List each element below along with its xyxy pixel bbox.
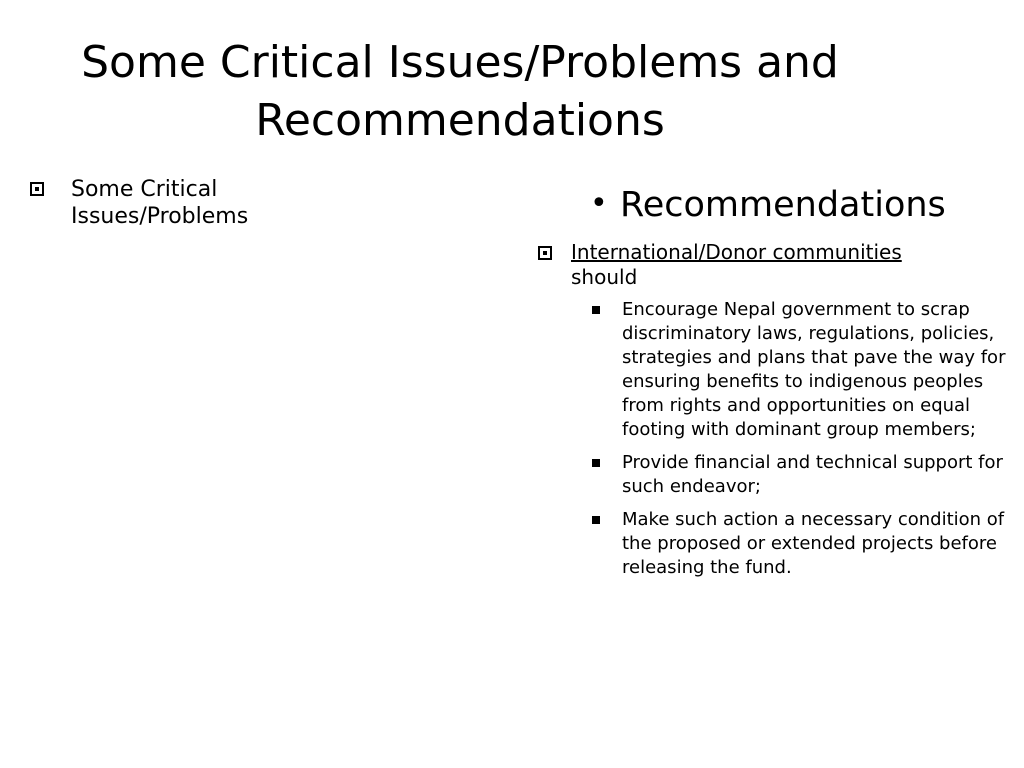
donor-communities-should: should [571,265,638,289]
donor-communities-item [538,240,1008,290]
boxed-square-bullet-icon [30,182,44,196]
donor-communities-heading [571,240,902,290]
recommendation-point-text: Provide financial and technical support for such endeavor; [622,452,1003,497]
recommendations-heading-item [590,184,1008,226]
dot-bullet-icon: • [590,186,608,221]
issues-item-text [71,176,248,230]
right-column [538,184,1008,589]
recommendations-heading: Recommendations [620,185,946,225]
issues-item-line-2: Issues/Problems [71,204,249,229]
issues-item-line-1: Some Critical [71,177,218,202]
recommendation-point-text: Encourage Nepal government to scrap discriminatory laws, regulations, policies, strategies and plans that pave the way for ensuring benefits to indigenous peoples from rights and opportunities on equal footing with dominant group members; [622,299,1006,440]
square-bullet-icon [592,306,600,314]
donor-communities-underlined: International/Donor communities [571,240,902,264]
square-bullet-icon [592,459,600,467]
recommendation-points [590,298,1008,580]
issues-item [30,176,330,230]
slide-title-line-1: Some Critical Issues/Problems and [81,37,839,88]
boxed-square-bullet-icon [538,246,552,260]
slide-title [40,34,880,150]
list-item [590,298,1008,442]
slide-title-line-2: Recommendations [255,95,665,146]
square-bullet-icon [592,516,600,524]
list-item [590,508,1008,580]
list-item [590,451,1008,499]
donor-communities-block [571,240,902,290]
recommendation-point-text: Make such action a necessary condition of the proposed or extended projects before releasing the fund. [622,509,1005,578]
left-column [30,176,330,230]
